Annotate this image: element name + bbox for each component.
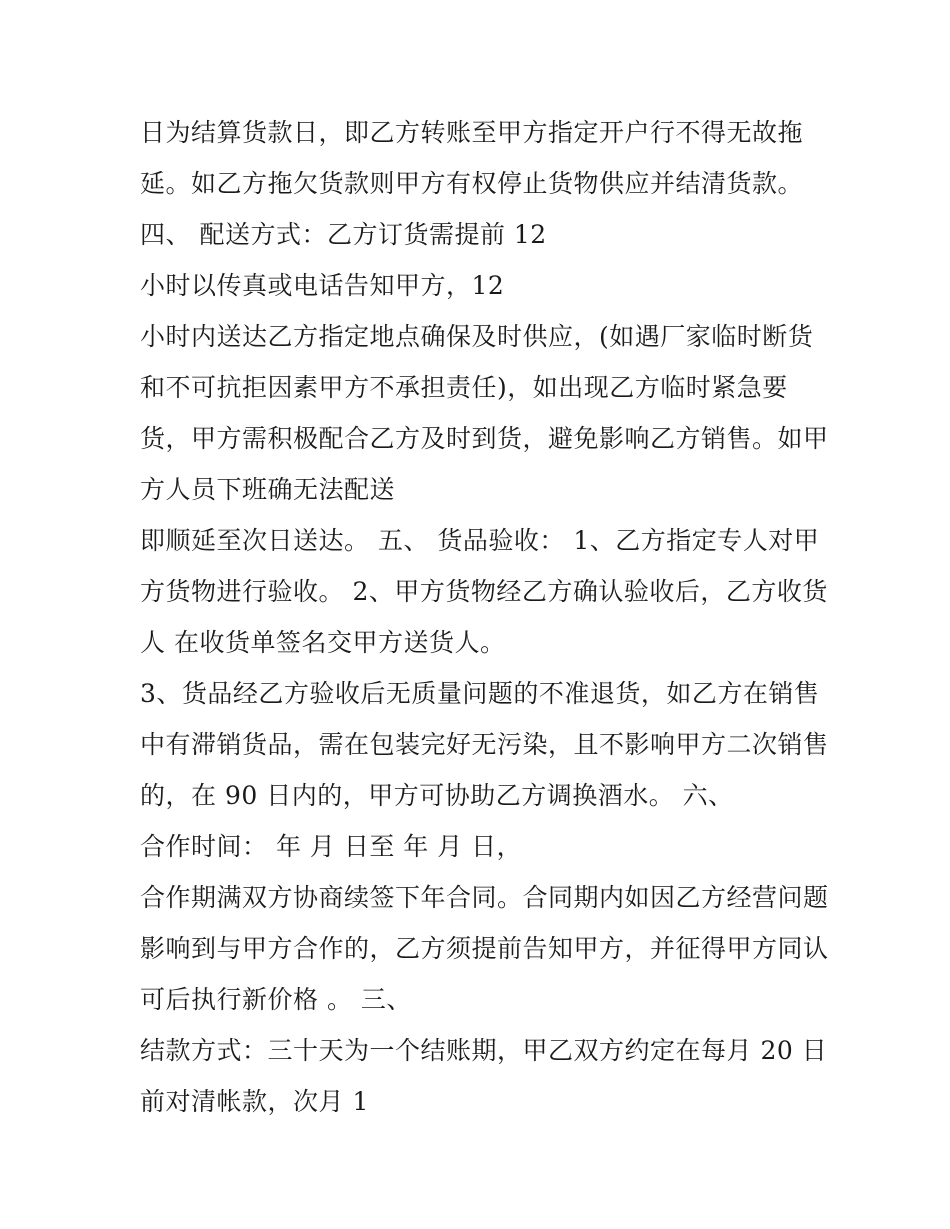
text-line: 可后执行新价格 。 三、	[140, 985, 412, 1014]
text-line: 合作时间： 年 月 日至 年 月 日，	[140, 832, 523, 861]
contract-text	[140, 107, 840, 1127]
text-line: 四、 配送方式：乙方订货需提前 12	[140, 220, 547, 249]
text-line: 方人员下班确无法配送	[140, 475, 396, 504]
text-line: 即顺延至次日送达。 五、 货品验收： 1、乙方指定专人对甲	[140, 526, 820, 555]
text-line: 合作期满双方协商续签下年合同。合同期内如因乙方经营问题	[140, 883, 829, 912]
text-line: 人 在收货单签名交甲方送货人。	[140, 628, 506, 657]
text-line: 小时以传真或电话告知甲方，12	[140, 271, 505, 300]
text-line: 方货物进行验收。 2、甲方货物经乙方确认验收后，乙方收货	[140, 577, 828, 606]
text-line: 影响到与甲方合作的，乙方须提前告知甲方，并征得甲方同认	[140, 934, 829, 963]
text-line: 3、货品经乙方验收后无质量问题的不准退货，如乙方在销售	[140, 679, 820, 708]
text-line: 延。如乙方拖欠货款则甲方有权停止货物供应并结清货款。	[140, 169, 804, 198]
text-line: 的，在 90 日内的，甲方可协助乙方调换酒水。 六、	[140, 781, 734, 810]
text-line: 前对清帐款，次月 1	[140, 1087, 369, 1116]
text-line: 日为结算货款日，即乙方转账至甲方指定开户行不得无故拖	[140, 118, 804, 147]
text-line: 小时内送达乙方指定地点确保及时供应，(如遇厂家临时断货	[140, 322, 814, 351]
text-line: 和不可抗拒因素甲方不承担责任)，如出现乙方临时紧急要	[140, 373, 788, 402]
text-line: 货，甲方需积极配合乙方及时到货，避免影响乙方销售。如甲	[140, 424, 829, 453]
text-line: 中有滞销货品，需在包装完好无污染，且不影响甲方二次销售	[140, 730, 829, 759]
text-line: 结款方式：三十天为一个结账期，甲乙双方约定在每月 20 日	[140, 1036, 828, 1065]
